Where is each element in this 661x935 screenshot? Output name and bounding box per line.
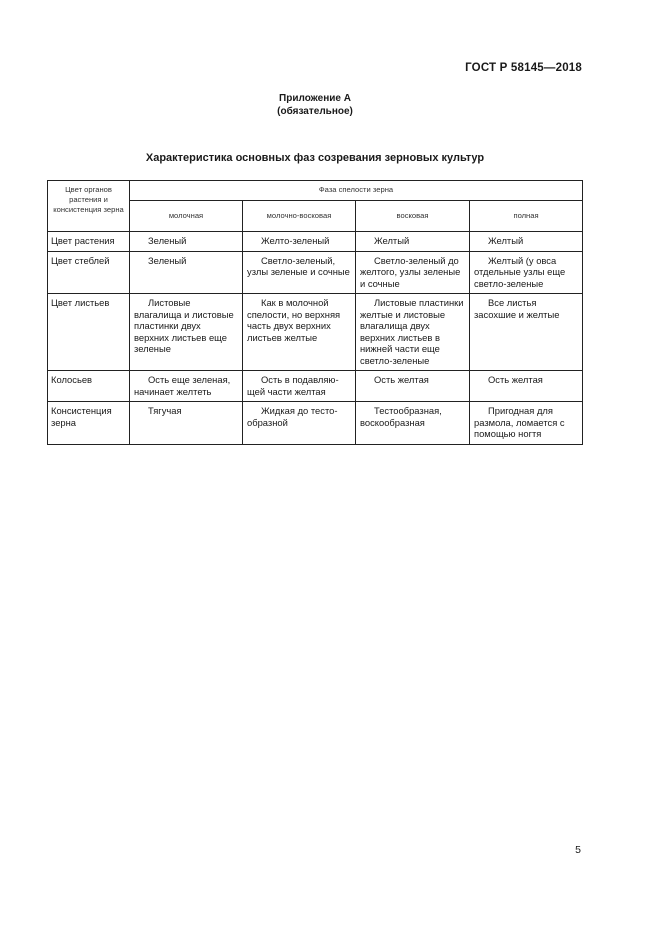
table-cell: Все листья засохшие и желтые: [470, 294, 583, 371]
table-cell: Желто-зеленый: [243, 232, 356, 252]
table-row: [48, 251, 583, 294]
row-label: Цвет стеблей: [48, 251, 130, 294]
row-label: Цвет листьев: [48, 294, 130, 371]
table-cell: Тестообразная, воскообразная: [356, 402, 470, 445]
table-cell: Зеленый: [130, 251, 243, 294]
phase-header-full: полная: [470, 201, 583, 232]
table-cell: Листовые пластинки желтые и листовые влагалища двух верхних листьев в нижней части еще светло-зеленые: [356, 294, 470, 371]
phase-header-milky: молочная: [130, 201, 243, 232]
table-cell: Тягучая: [130, 402, 243, 445]
phase-header-wax: восковая: [356, 201, 470, 232]
table-cell: Ость желтая: [470, 371, 583, 402]
table-cell: Как в молочной спелости, но верхняя часть двух верхних листьев желтые: [243, 294, 356, 371]
appendix-status: (обязательное): [277, 106, 353, 117]
table-cell: Зеленый: [130, 232, 243, 252]
table-cell: Светло-зеленый до желтого, узлы зеленые и сочные: [356, 251, 470, 294]
row-label: Цвет растения: [48, 232, 130, 252]
table-cell: Пригодная для размола, ломается с помощью ногтя: [470, 402, 583, 445]
first-column-header: Цвет органов растения и консистенция зерна: [48, 181, 130, 232]
table-row: [48, 294, 583, 371]
table-header-row: [48, 181, 583, 201]
table-cell: Желтый (у овса отдельные узлы еще светло-зеленые: [470, 251, 583, 294]
table-cell: Светло-зеленый, узлы зеленые и сочные: [243, 251, 356, 294]
row-label: Колосьев: [48, 371, 130, 402]
standard-number: ГОСТ Р 58145—2018: [465, 62, 582, 74]
table-cell: Ость в подавляю-щей части желтая: [243, 371, 356, 402]
table-title: Характеристика основных фаз созревания зерновых культур: [145, 152, 485, 164]
table-cell: Ость еще зеленая, начинает желтеть: [130, 371, 243, 402]
page-number: 5: [575, 844, 581, 856]
table-cell: Желтый: [470, 232, 583, 252]
ripening-phases-table: [47, 180, 583, 445]
appendix-title: Приложение А: [279, 93, 351, 104]
table-cell: Листовые влагалища и листовые пластинки двух верхних листьев еще зеленые: [130, 294, 243, 371]
phase-header-milky-wax: молочно-восковая: [243, 201, 356, 232]
table-row: [48, 371, 583, 402]
row-label: Консистенция зерна: [48, 402, 130, 445]
table-row: [48, 402, 583, 445]
phase-group-header: Фаза спелости зерна: [130, 181, 583, 201]
table-cell: Ость желтая: [356, 371, 470, 402]
appendix-heading: [0, 92, 630, 118]
table-cell: Жидкая до тесто-образной: [243, 402, 356, 445]
table-cell: Желтый: [356, 232, 470, 252]
table-row: [48, 232, 583, 252]
